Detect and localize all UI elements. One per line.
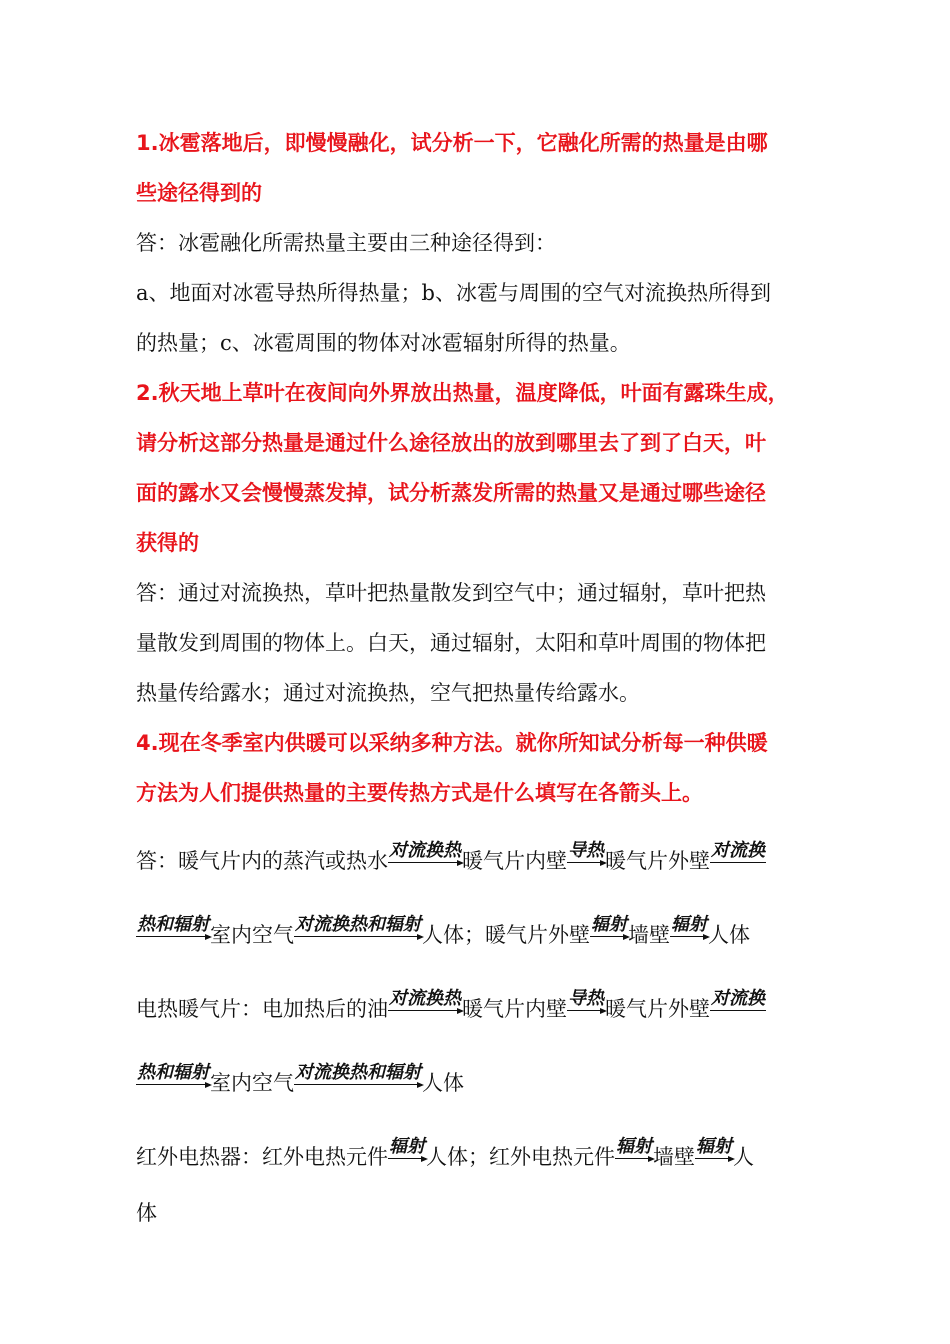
- arrow-label: 导热: [568, 840, 604, 862]
- answer-1-line-1: 答：冰雹融化所需热量主要由三种途径得到：: [136, 231, 556, 255]
- chain-2-line-1: [136, 972, 826, 1046]
- arrow-label: 对流换热和辐射: [295, 1062, 421, 1084]
- chain-text: 人体: [422, 1071, 464, 1095]
- chain-text: 暖气片内壁: [462, 997, 567, 1021]
- arrow-label: 辐射: [696, 1136, 732, 1158]
- arrow-label: 对流换: [711, 988, 765, 1010]
- chain-text: 红外电热器：红外电热元件: [136, 1145, 388, 1169]
- chain-text: 答：暖气片内的蒸汽或热水: [136, 849, 388, 873]
- chain-2-line-2: [136, 1046, 826, 1120]
- arrow-label: 热和辐射: [137, 914, 209, 936]
- question-1-line-1: 1.冰雹落地后，即慢慢融化，试分析一下，它融化所需的热量是由哪: [136, 131, 768, 155]
- arrow-label: 热和辐射: [137, 1062, 209, 1084]
- chain-text: 人: [733, 1145, 754, 1169]
- chain-text: 墙壁: [653, 1145, 695, 1169]
- arrow-label: 辐射: [671, 914, 707, 936]
- arrow-label: 辐射: [616, 1136, 652, 1158]
- question-2-line-2: 请分析这部分热量是通过什么途径放出的放到哪里去了到了白天，叶: [136, 431, 766, 455]
- answer-2-line-2: 量散发到周围的物体上。白天，通过辐射，太阳和草叶周围的物体把: [136, 631, 766, 655]
- chain-text: 室内空气: [210, 1071, 294, 1095]
- question-2-line-1: 2.秋天地上草叶在夜间向外界放出热量，温度降低，叶面有露珠生成，: [136, 381, 789, 405]
- arrow-label: 导热: [568, 988, 604, 1010]
- chain-text: 暖气片外壁: [605, 849, 710, 873]
- question-2-line-4: 获得的: [136, 531, 199, 555]
- answer-2-line-3: 热量传给露水；通过对流换热，空气把热量传给露水。: [136, 681, 640, 705]
- question-4-line-1: 4.现在冬季室内供暖可以采纳多种方法。就你所知试分析每一种供暖: [136, 731, 768, 755]
- arrow-label: 对流换热: [389, 840, 461, 862]
- arrow-label: 辐射: [389, 1136, 425, 1158]
- chain-text: 暖气片外壁: [605, 997, 710, 1021]
- question-1-line-2: 些途径得到的: [136, 181, 262, 205]
- chain-1-line-2: [136, 898, 826, 972]
- chain-text: 人体: [708, 923, 750, 947]
- chain-text: 墙壁: [628, 923, 670, 947]
- chain-1-line-1: [136, 824, 826, 898]
- document-page: [136, 118, 826, 1238]
- chain-text: 暖气片内壁: [462, 849, 567, 873]
- answer-1-line-2: a、地面对冰雹导热所得热量；b、冰雹与周围的空气对流换热所得到: [136, 281, 771, 305]
- chain-3-line-1: [136, 1120, 826, 1194]
- question-2-line-3: 面的露水又会慢慢蒸发掉，试分析蒸发所需的热量又是通过哪些途径: [136, 481, 766, 505]
- chain-text: 室内空气: [210, 923, 294, 947]
- arrow-label: 辐射: [591, 914, 627, 936]
- question-4-line-2: 方法为人们提供热量的主要传热方式是什么填写在各箭头上。: [136, 781, 703, 805]
- chain-3-line-2: 体: [136, 1201, 157, 1225]
- arrow-label: 对流换: [711, 840, 765, 862]
- chain-text: 人体；暖气片外壁: [422, 923, 590, 947]
- answer-1-line-3: 的热量；c、冰雹周围的物体对冰雹辐射所得的热量。: [136, 331, 631, 355]
- answer-2-line-1: 答：通过对流换热，草叶把热量散发到空气中；通过辐射，草叶把热: [136, 581, 766, 605]
- chain-text: 人体；红外电热元件: [426, 1145, 615, 1169]
- arrow-label: 对流换热: [389, 988, 461, 1010]
- arrow-label: 对流换热和辐射: [295, 914, 421, 936]
- chain-text: 电热暖气片：电加热后的油: [136, 997, 388, 1021]
